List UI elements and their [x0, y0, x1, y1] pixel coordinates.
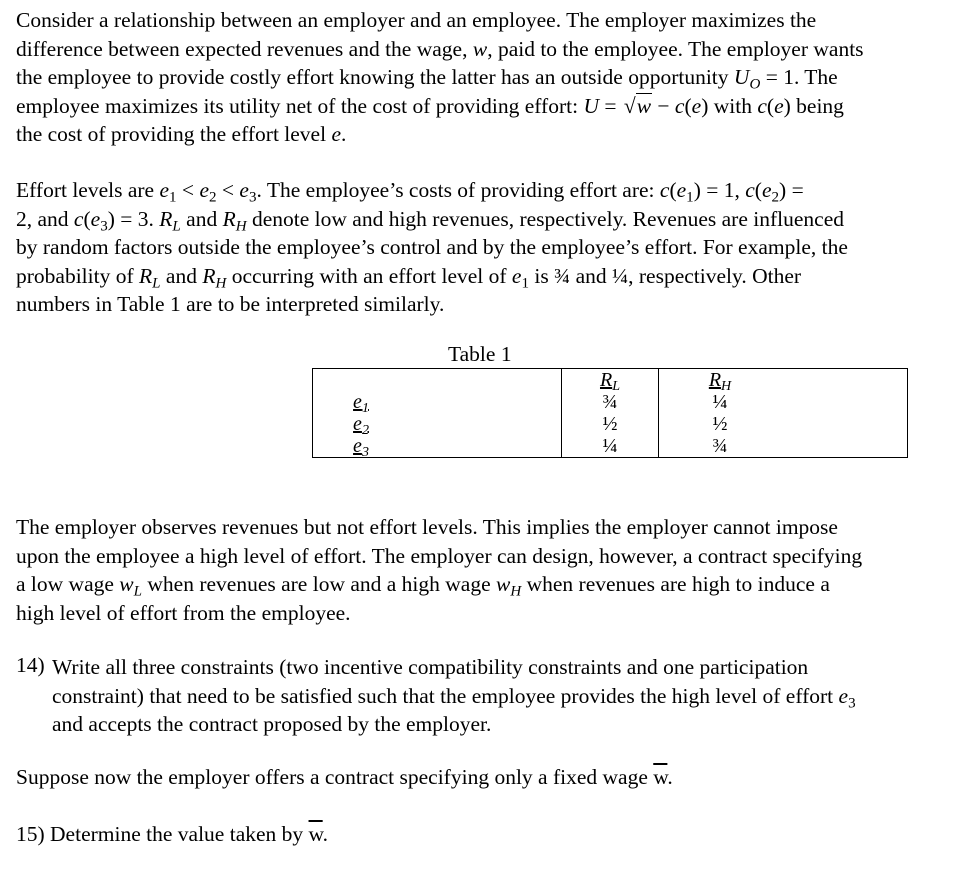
contract-paragraph: The employer observes revenues but not effort levels. This implies the employer cannot impose upon the employee a high level of effort. The employer can design, however, a contract specifying a low wage $w_L$ when revenues are low and a high wage $w_H$ when revenues are high to induce a high level of effort from the employee.	[16, 515, 863, 625]
effort-paragraph: Effort levels are $e_1 < e_2 < e_3$. The employee’s costs of providing effort are: $c(e_1) = 1$, $c(e_2)$ = 2, and $c(e_3) = 3$. $R_L$ and $R_H$ denote low and high revenues, respectively. Revenues are influenced by random factors outside the employee’s control and by the employee’s effort. For example, the probability of $R_L$ and $R_H$ occurring with an effort level of $e_1$ is ¾ and ¼, respectively. Other numbers in Table 1 are to be interpreted similarly.	[16, 178, 848, 316]
cell-e1-rh: ¼	[712, 391, 728, 413]
cell-e3-rl: ¼	[602, 435, 618, 457]
cell-e1-rl: ¾	[602, 391, 618, 413]
effort-e2: $e_2$	[353, 413, 369, 439]
fixed-wage-statement: Suppose now the employer offers a contract specifying only a fixed wage $\overline{w}$.	[16, 765, 673, 789]
question-14-text: Write all three constraints (two incentive compatibility constraints and one participation constraint) that need to be satisfied such that the employee provides the high level of effort $e_3$ and accepts the contract proposed by the employer.	[52, 655, 856, 736]
probability-table	[312, 368, 908, 461]
cell-e3-rh: ¾	[712, 435, 728, 457]
rh-column	[659, 369, 908, 458]
question-15: 15) Determine the value taken by $\overline{w}$.	[16, 822, 329, 846]
header-rl: $R_L$	[599, 369, 620, 395]
cell-e2-rl: ½	[602, 413, 618, 435]
question-14-number: 14)	[16, 653, 45, 677]
effort-column	[313, 369, 562, 461]
intro-line-1: Consider a relationship between an employer and an employee. The employer maximizes the	[16, 8, 817, 32]
intro-paragraph: Consider a relationship between an employer and an employee. The employer maximizes the difference between expected revenues and the wage, w, paid to the employee. The employer wants the employee to provide costly effort knowing the latter has an outside opportunity $U_O = 1$. The employee maximizes its utility net of the cost of providing effort: U = √w − c(e) with c(e) being the cost of providing the effort level e.	[16, 8, 864, 146]
cell-e2-rh: ½	[712, 413, 728, 435]
effort-e1: $e_1$	[353, 391, 369, 417]
effort-e3: $e_3$	[353, 435, 369, 461]
header-rh: $R_H$	[708, 369, 732, 395]
rl-column	[562, 369, 659, 458]
table-caption: Table 1	[448, 342, 512, 366]
